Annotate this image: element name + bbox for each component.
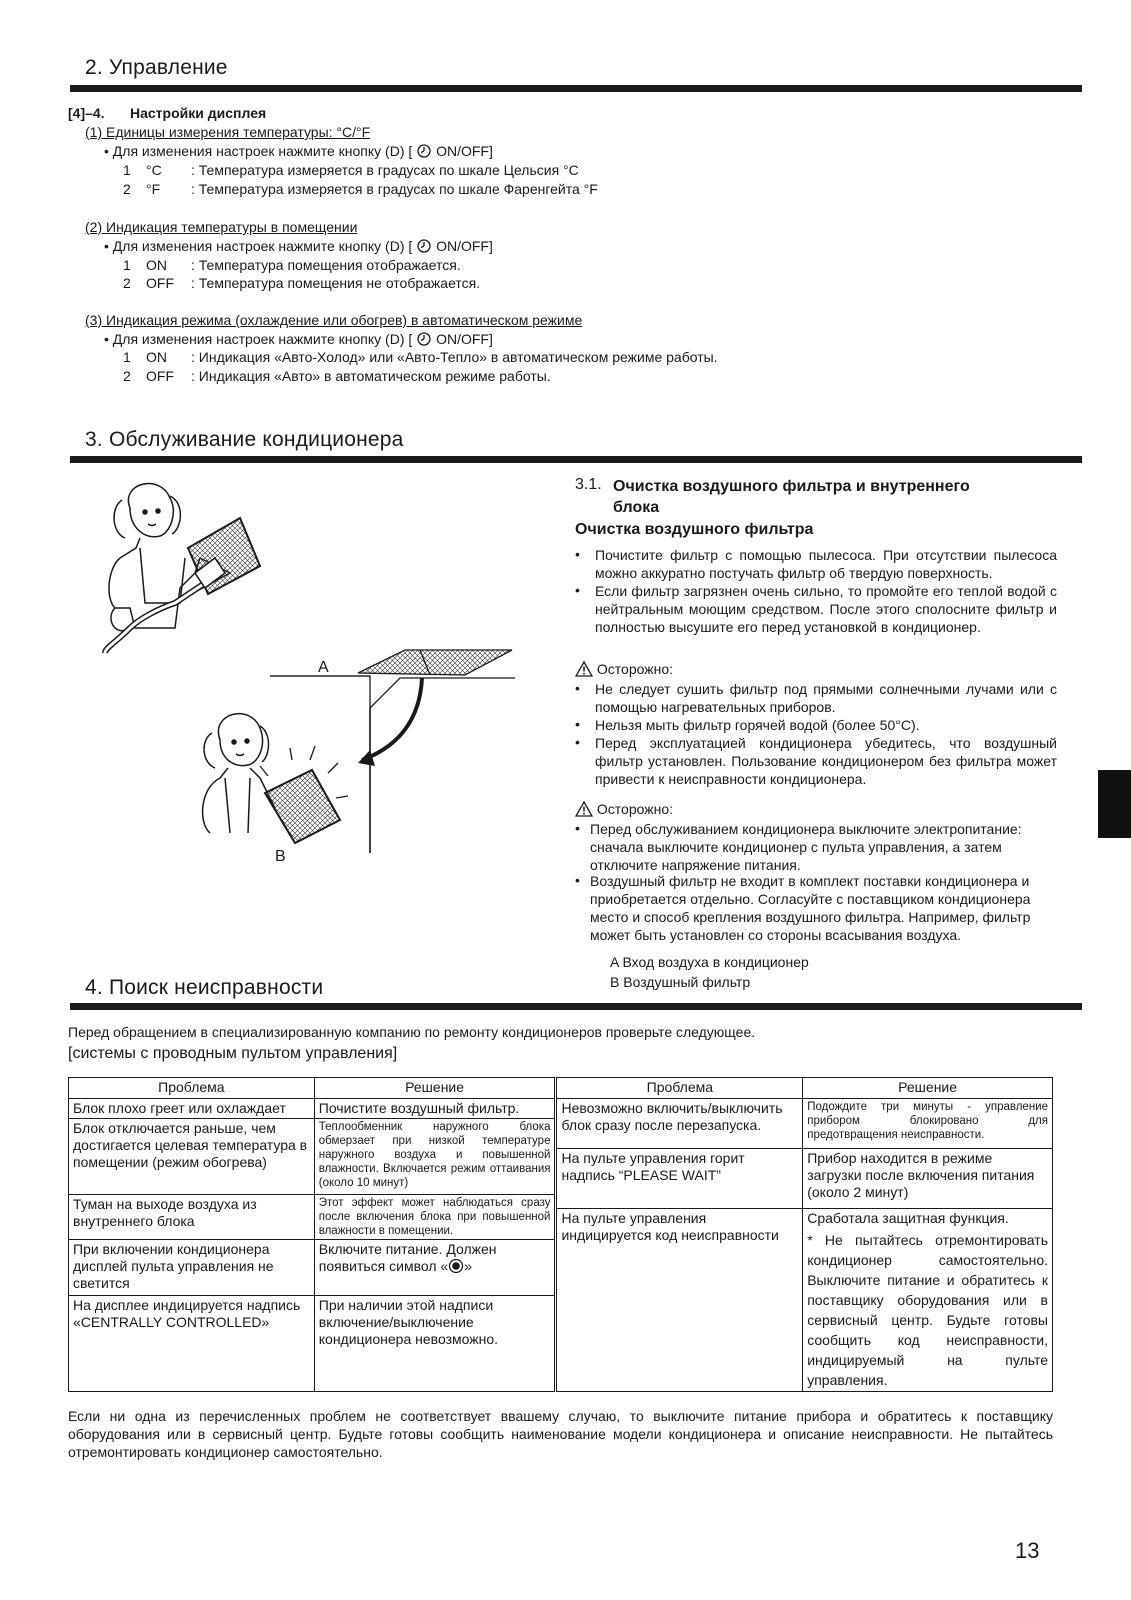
caution-label: Осторожно:: [596, 661, 674, 677]
system-type-label: [системы с проводным пультом управления]: [68, 1045, 398, 1062]
problem-cell: Невозможно включить/выключить блок сразу после перезапуска.: [556, 1099, 803, 1149]
label-a: A: [318, 659, 329, 676]
bullet-icon: •: [575, 820, 580, 836]
caution-label: Осторожно:: [596, 801, 674, 817]
caution-bullet: Воздушный фильтр не входит в комплект поставки кондиционера и приобретается отдельно. Согласуйте с поставщиком кондиционера место и способ крепления воздушного фильтра. Например, фильтр может быть установлен со стороны всасывания воздуха.: [590, 873, 1031, 943]
label-b: B: [275, 848, 286, 865]
solution-suffix: »: [464, 1258, 472, 1274]
section-2-rule: [70, 85, 1082, 92]
instruction-text: • Для изменения настроек нажмите кнопку (D) [: [104, 238, 413, 254]
option-code: °C: [146, 162, 162, 178]
legend-item-b: B Воздушный фильтр: [610, 974, 751, 990]
solution-cell: [803, 1209, 1053, 1392]
section-2-title: 2. Управление: [85, 56, 228, 79]
problem-cell: Туман на выходе воздуха из внутреннего блока: [69, 1195, 315, 1240]
filter-vacuum-top: [188, 518, 260, 594]
bullet-icon: •: [575, 582, 580, 598]
solution-cell: Почистите воздушный фильтр.: [314, 1099, 556, 1119]
caution-1: [575, 660, 673, 682]
setting-heading-room-temp: (2) Индикация температуры в помещении: [85, 219, 358, 235]
option-description: : Индикация «Авто» в автоматическом режиме работы.: [191, 368, 551, 384]
option-description: : Температура помещения отображается.: [191, 257, 461, 273]
solution-main: Сработала защитная функция.: [807, 1210, 1009, 1226]
option-number: 2: [123, 368, 131, 384]
option-number: 2: [123, 181, 131, 197]
subsection-3-1-title-line1: Очистка воздушного фильтра и внутреннего: [613, 478, 970, 495]
bullet-icon: •: [575, 716, 580, 732]
solution-cell: [314, 1240, 556, 1296]
option-number: 2: [123, 275, 131, 291]
warning-triangle-icon: [575, 801, 593, 822]
legend-item-a: A Вход воздуха в кондиционер: [610, 954, 809, 970]
instruction-suffix: ON/OFF]: [436, 143, 493, 159]
solution-text: Включите питание. Должен появиться символ «: [318, 1241, 497, 1274]
warning-triangle-icon: [575, 661, 593, 682]
solution-cell: Теплообменник наружного блока обмерзает при низкой температуре наружного воздуха и повышенной влажности. Включается режим оттаивания (около 10 минут): [314, 1119, 556, 1195]
instruction-text: • Для изменения настроек нажмите кнопку (D) [: [104, 143, 413, 159]
instruction-text: • Для изменения настроек нажмите кнопку (D) [: [104, 331, 413, 347]
caution-bullet: Перед обслуживанием кондиционера выключите электропитание: сначала выключите кондиционер с пульта управления, а затем отключите напряжение питания.: [590, 821, 1022, 873]
arrow-head-icon: [358, 750, 375, 766]
filter-cleaning-heading: Очистка воздушного фильтра: [575, 521, 814, 538]
troubleshooting-table: [68, 1077, 1053, 1392]
problem-cell: Блок плохо греет или охлаждает: [69, 1099, 315, 1119]
solution-cell: Этот эффект может наблюдаться сразу после включения блока при повышенной влажности в помещении.: [314, 1195, 556, 1240]
power-indicator-icon: [448, 1258, 464, 1278]
header-problem: Проблема: [69, 1078, 315, 1099]
section-3-title: 3. Обслуживание кондиционера: [85, 428, 404, 451]
subsection-number: [4]–4.: [68, 105, 105, 121]
troubleshooting-footer: Если ни одна из перечисленных проблем не соответствует ввашему случаю, то выключите питание прибора и обратитесь к поставщику оборудования или в сервисный центр. Будьте готовы сообщить наименование модели кондиционера и описание неисправности. Не пытайтесь отремонтировать кондиционер самостоятельно.: [68, 1408, 1053, 1460]
caution-bullet: Не следует сушить фильтр под прямыми солнечными лучами или с помощью нагревательных приборов.: [595, 681, 1057, 715]
solution-cell: Подождите три минуты - управление прибором блокировано для предотвращения неисправности.: [803, 1099, 1053, 1149]
maintenance-bullet: Если фильтр загрязнен очень сильно, то промойте его теплой водой с нейтральным моющим средством. После этого сполосните фильтр и полностью высушите его перед установкой в кондиционер.: [595, 583, 1057, 635]
option-description: : Температура помещения не отображается.: [191, 275, 481, 291]
option-number: 1: [123, 257, 131, 273]
woman-tapping-figure: [203, 714, 275, 833]
option-code: ON: [146, 349, 167, 365]
setting-heading-auto-mode: (3) Индикация режима (охлаждение или обогрев) в автоматическом режиме: [85, 312, 583, 328]
option-description: : Температура измеряется в градусах по шкале Фаренгейта °F: [191, 181, 598, 197]
problem-cell: На дисплее индицируется надпись «CENTRALLY CONTROLLED»: [69, 1296, 315, 1392]
bullet-icon: •: [575, 734, 580, 750]
subsection-3-1-number: 3.1.: [575, 476, 602, 493]
header-problem: Проблема: [556, 1078, 803, 1099]
problem-cell: На пульте управления горит надпись “PLEASE WAIT”: [556, 1149, 803, 1209]
option-code: OFF: [146, 275, 174, 291]
filter-cleaning-illustration: [100, 478, 570, 878]
section-3-rule: [70, 456, 1082, 463]
caution-2: [575, 800, 673, 822]
instruction-suffix: ON/OFF]: [436, 238, 493, 254]
table-row: [69, 1099, 1053, 1119]
troubleshooting-intro: Перед обращением в специализированную компанию по ремонту кондиционеров проверьте следующее.: [68, 1024, 756, 1040]
section-4-rule: [70, 1003, 1082, 1010]
chapter-tab-marker: [1098, 770, 1131, 838]
option-number: 1: [123, 349, 131, 365]
option-number: 1: [123, 162, 131, 178]
bullet-icon: •: [575, 680, 580, 696]
option-code: OFF: [146, 368, 174, 384]
problem-cell: Блок отключается раньше, чем достигается целевая температура в помещении (режим обогрева): [69, 1119, 315, 1195]
filter-tapping-bottom: [265, 770, 340, 843]
instruction-suffix: ON/OFF]: [436, 331, 493, 347]
solution-note: * Не пытайтесь отремонтировать кондиционер самостоятельно. Выключите питание и обратитесь к поставщику оборудования или в сервисный центр. Будьте готовы сообщить код неисправности, индицируемый на пульте управления.: [807, 1232, 1048, 1388]
option-code: ON: [146, 257, 167, 273]
problem-cell: На пульте управления индицируется код неисправности: [556, 1209, 803, 1392]
bullet-icon: •: [575, 546, 580, 562]
bullet-icon: •: [575, 872, 580, 888]
subsection-title: Настройки дисплея: [130, 105, 267, 121]
header-solution: Решение: [314, 1078, 556, 1099]
setting-heading-units: (1) Единицы измерения температуры: °C/°F: [85, 124, 371, 140]
solution-cell: При наличии этой надписи включение/выключение кондиционера невозможно.: [314, 1296, 556, 1392]
option-code: °F: [146, 181, 161, 197]
caution-bullet: Перед эксплуатацией кондиционера убедитесь, что воздушный фильтр установлен. Пользование кондиционером без фильтра может привести к неисправности кондиционера.: [595, 735, 1057, 787]
page-number: 13: [1015, 1538, 1040, 1563]
header-solution: Решение: [803, 1078, 1053, 1099]
problem-cell: При включении кондиционера дисплей пульта управления не светится: [69, 1240, 315, 1296]
solution-cell: Прибор находится в режиме загрузки после включения питания (около 2 минут): [803, 1149, 1053, 1209]
option-description: : Индикация «Авто-Холод» или «Авто-Тепло» в автоматическом режиме работы.: [191, 349, 718, 365]
maintenance-bullet: Почистите фильтр с помощью пылесоса. При отсутствии пылесоса можно аккуратно постучать фильтр об твердую поверхность.: [595, 547, 1057, 581]
arrow-icon: [362, 678, 422, 760]
option-description: : Температура измеряется в градусах по шкале Цельсия °C: [191, 162, 579, 178]
caution-bullet: Нельзя мыть фильтр горячей водой (более 50°C).: [595, 717, 920, 733]
section-4-title: 4. Поиск неисправности: [85, 976, 324, 999]
subsection-3-1-title-line2: блока: [613, 499, 660, 516]
table-header-row: [69, 1078, 1053, 1099]
